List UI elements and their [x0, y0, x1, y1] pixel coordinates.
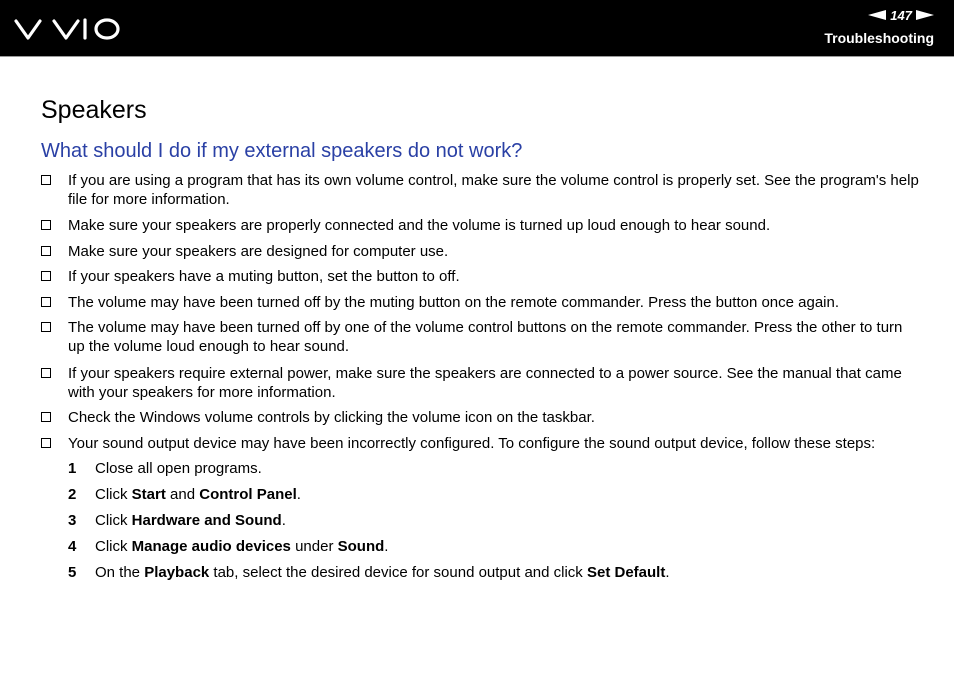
step-number: 3: [68, 512, 77, 529]
list-item-text: Your sound output device may have been incorrectly configured. To configure the sound output device, follow these steps:: [68, 435, 876, 452]
step-text: [95, 485, 301, 504]
list-item-text: If you are using a program that has its own volume control, make sure the volume control is properly set. See the program's help file for more information.: [68, 172, 919, 208]
list-item-text: The volume may have been turned off by the muting button on the remote commander. Press the button once again.: [68, 294, 840, 311]
step-text: [95, 459, 262, 478]
page-header: [0, 0, 954, 57]
ui-term: Start: [131, 486, 166, 503]
step-text: [95, 511, 286, 530]
checkbox-bullet-icon: [41, 412, 51, 422]
list-item-text: If your speakers have a muting button, set the button to off.: [68, 268, 460, 285]
list-item-text: The volume may have been turned off by one of the volume control buttons on the remote commander. Press the other to turn up the volume loud enough to hear sound.: [68, 319, 903, 355]
page-number: 147: [890, 7, 912, 23]
step-number: 2: [68, 486, 77, 503]
step-text-part: and: [165, 486, 200, 503]
step-text: [95, 537, 388, 556]
step-text-part: Click: [95, 538, 132, 555]
step-number: 4: [68, 538, 77, 555]
step-text-part: .: [296, 486, 301, 503]
step-text: [95, 563, 670, 582]
checkbox-bullet-icon: [41, 271, 51, 281]
page-navigation: [868, 6, 934, 24]
step-text-part: Click: [95, 512, 132, 529]
step-number: 5: [68, 564, 77, 581]
checkbox-bullet-icon: [41, 175, 51, 185]
step-text-part: Click: [95, 486, 132, 503]
ui-term: Manage audio devices: [131, 538, 291, 555]
ui-term: Sound: [337, 538, 385, 555]
checkbox-bullet-icon: [41, 322, 51, 332]
list-item-text: If your speakers require external power, make sure the speakers are connected to a power source. See the manual that came with your speakers for more information.: [68, 365, 902, 401]
next-page-arrow-icon[interactable]: [916, 10, 934, 20]
ui-term: Control Panel: [199, 486, 297, 503]
vaio-logo: [14, 16, 122, 47]
step-text-part: .: [281, 512, 286, 529]
checkbox-bullet-icon: [41, 297, 51, 307]
step-text-part: under: [290, 538, 338, 555]
step-text-part: .: [665, 564, 670, 581]
step-text-part: On the: [95, 564, 145, 581]
checkbox-bullet-icon: [41, 438, 51, 448]
previous-page-arrow-icon[interactable]: [868, 10, 886, 20]
ui-term: Playback: [144, 564, 210, 581]
step-text-part: .: [384, 538, 389, 555]
checkbox-bullet-icon: [41, 368, 51, 378]
ui-term: Hardware and Sound: [131, 512, 282, 529]
page-title: Speakers: [41, 96, 147, 124]
list-item-text: Make sure your speakers are properly connected and the volume is turned up loud enough to hear sound.: [68, 217, 771, 234]
question-heading: What should I do if my external speakers do not work?: [41, 140, 523, 162]
list-item-text: Check the Windows volume controls by clicking the volume icon on the taskbar.: [68, 409, 595, 426]
step-number: 1: [68, 460, 77, 477]
list-item-text: Make sure your speakers are designed for computer use.: [68, 243, 449, 260]
checkbox-bullet-icon: [41, 220, 51, 230]
checkbox-bullet-icon: [41, 246, 51, 256]
section-title: Troubleshooting: [824, 30, 934, 46]
step-text-part: tab, select the desired device for sound output and click: [209, 564, 587, 581]
step-text-part: Close all open programs.: [95, 460, 262, 477]
ui-term: Set Default: [586, 564, 666, 581]
